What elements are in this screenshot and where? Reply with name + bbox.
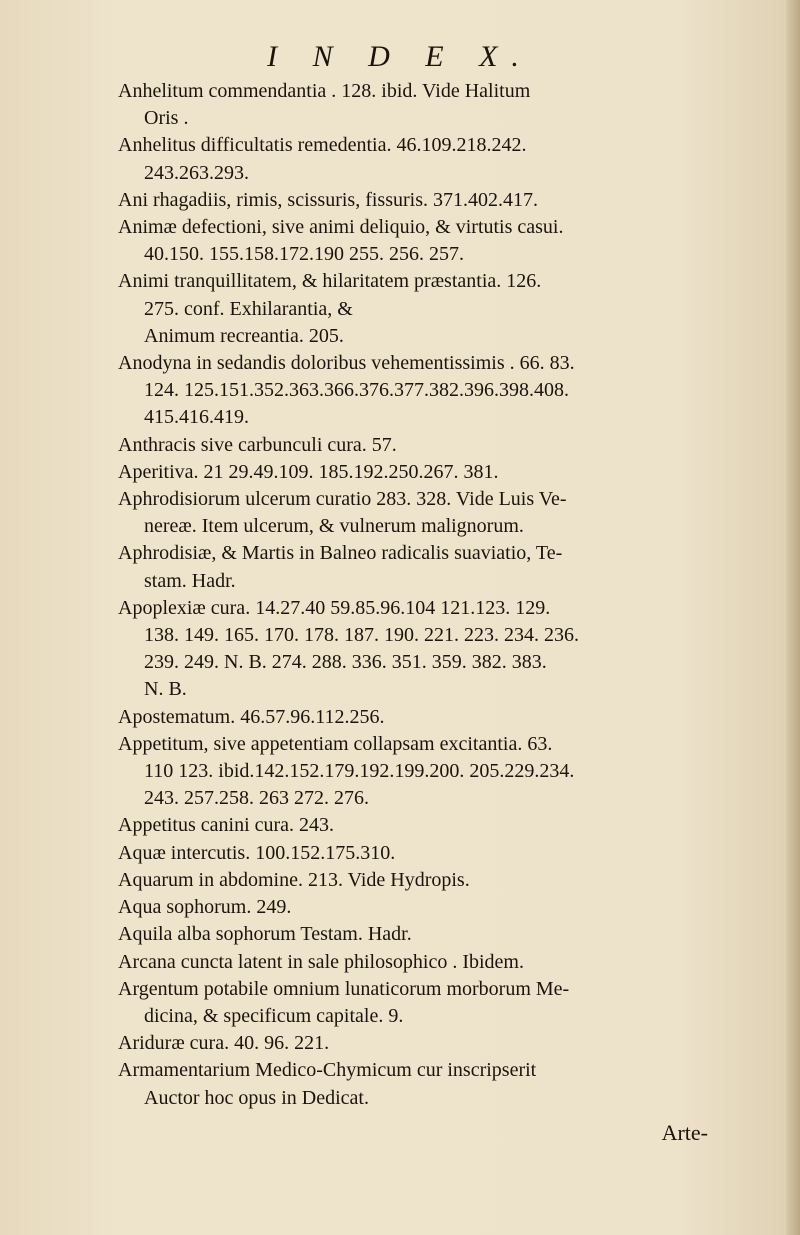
entry-headword-line: Aqua sophorum. 249. [118,896,292,919]
entry-continuation-line: 110 123. ibid.142.152.179.192.199.200. 205.229.234. [144,760,575,783]
index-entry [118,78,758,132]
index-entry [118,731,758,813]
entry-continuation-line: 138. 149. 165. 170. 178. 187. 190. 221. 223. 234. 236. [144,624,579,647]
entry-headword-line: Animi tranquillitatem, & hilaritatem præstantia. 126. [118,270,542,293]
index-entry [118,132,758,186]
page-edge [786,0,800,1235]
entry-continuation-line: Auctor hoc opus in Dedicat. [144,1086,369,1109]
index-entry [118,214,758,268]
index-entry [118,921,758,948]
entry-headword-line: Aphrodisiæ, & Martis in Balneo radicalis suaviatio, Te- [118,542,563,565]
entry-continuation-line: 124. 125.151.352.363.366.376.377.382.396.398.408. [144,379,569,402]
index-entry [118,949,758,976]
entry-headword-line: Anhelitum commendantia . 128. ibid. Vide Halitum [118,80,531,102]
entry-continuation-line: 239. 249. N. B. 274. 288. 336. 351. 359. 382. 383. [144,651,547,674]
catchword: Arte- [661,1120,708,1145]
entry-continuation-line: Oris . [144,107,189,130]
index-entry [118,540,758,594]
index-entry [118,867,758,894]
entry-headword-line: Argentum potabile omnium lunaticorum morborum Me- [118,977,570,1000]
entry-headword-line: Armamentarium Medico-Chymicum cur inscripserit [118,1059,537,1082]
index-entry [118,187,758,214]
index-entry [118,595,758,704]
entry-headword-line: Aphrodisiorum ulcerum curatio 283. 328. Vide Luis Ve- [118,488,567,511]
index-entry [118,350,758,432]
entry-headword-line: Anhelitus difficultatis remedentia. 46.109.218.242. [118,134,527,157]
index-entry [118,976,758,1030]
index-entry [118,459,758,486]
entry-continuation-line: 243.263.293. [144,161,249,184]
index-entry [118,1057,758,1111]
entry-continuation-line: Animum recreantia. 205. [144,324,344,347]
entry-continuation-line: 40.150. 155.158.172.190 255. 256. 257. [144,243,464,266]
entry-continuation-line: 275. conf. Exhilarantia, & [144,297,353,320]
entry-headword-line: Animæ defectioni, sive animi deliquio, & virtutis casui. [118,216,564,239]
index-entry [118,486,758,540]
index-entry [118,840,758,867]
entry-headword-line: Anodyna in sedandis doloribus vehementissimis . 66. 83. [118,352,575,375]
index-entry [118,432,758,459]
index-entry [118,268,758,350]
entry-continuation-line: nereæ. Item ulcerum, & vulnerum malignorum. [144,515,524,538]
entry-headword-line: Appetitum, sive appetentiam collapsam excitantia. 63. [118,732,553,755]
page-heading: I N D E X. [267,40,533,73]
entry-continuation-line: 243. 257.258. 263 272. 276. [144,787,369,810]
entry-headword-line: Aquila alba sophorum Testam. Hadr. [118,923,412,946]
entry-headword-line: Appetitus canini cura. 243. [118,814,335,837]
entry-headword-line: Aquæ intercutis. 100.152.175.310. [118,841,396,864]
entry-continuation-line: N. B. [144,678,187,701]
entry-headword-line: Apoplexiæ cura. 14.27.40 59.85.96.104 121.123. 129. [118,596,551,619]
index-entry [118,1030,758,1057]
entry-headword-line: Aperitiva. 21 29.49.109. 185.192.250.267. 381. [118,460,499,483]
index-entries [118,78,758,1112]
entry-headword-line: Apostematum. 46.57.96.112.256. [118,705,385,728]
entry-continuation-line: dicina, & specificum capitale. 9. [144,1004,404,1027]
entry-continuation-line: 415.416.419. [144,406,249,429]
entry-headword-line: Ani rhagadiis, rimis, scissuris, fissuris. 371.402.417. [118,188,538,211]
entry-continuation-line: stam. Hadr. [144,569,236,592]
entry-headword-line: Anthracis sive carbunculi cura. 57. [118,433,397,456]
entry-headword-line: Ariduræ cura. 40. 96. 221. [118,1032,330,1055]
entry-headword-line: Arcana cuncta latent in sale philosophico . Ibidem. [118,950,524,973]
index-entry [118,704,758,731]
index-entry [118,812,758,839]
entry-headword-line: Aquarum in abdomine. 213. Vide Hydropis. [118,868,470,891]
index-entry [118,894,758,921]
